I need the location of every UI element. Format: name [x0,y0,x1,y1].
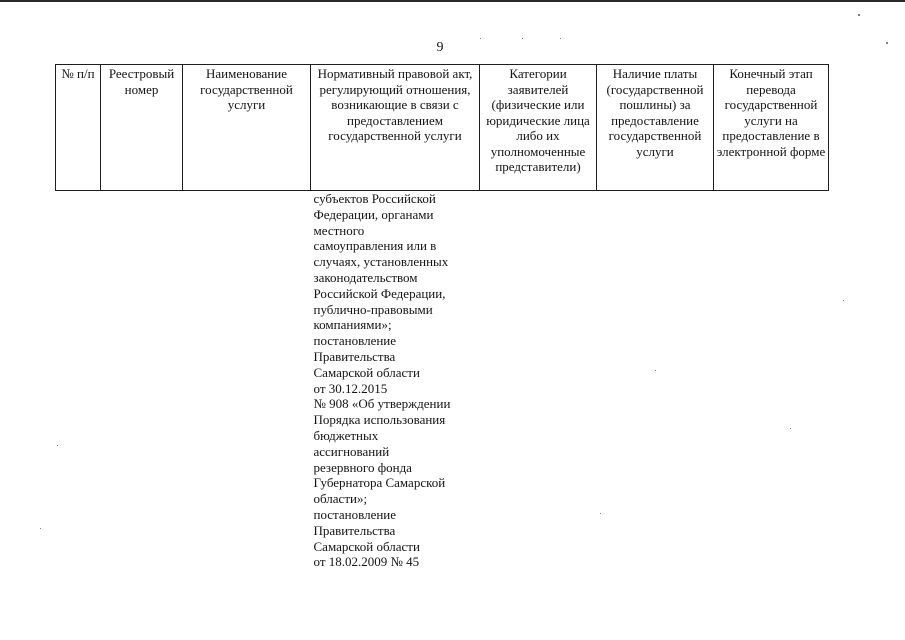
legal-act-line: Правительства [313,348,396,364]
scan-speck [522,38,523,39]
scan-speck [57,445,58,446]
legal-act-line: бюджетных [313,427,379,443]
scan-speck [480,38,481,39]
legal-act-line: области»; [313,491,368,507]
legal-act-line: Самарской области [313,364,420,380]
table-header-row [56,65,829,191]
legal-act-line: № 908 «Об утверждении [313,396,451,412]
header-cell-number: № п/п [56,65,101,191]
table-row [56,191,829,571]
legal-act-line: постановление [313,333,397,349]
legal-act-line: публично-правовыми [313,301,433,317]
legal-act-line: местного [313,222,365,238]
cell-registry-number [101,191,183,571]
header-cell-registry-number: Реестровый номер [101,65,183,191]
scan-speck [655,370,656,371]
legal-act-line: от 30.12.2015 [313,380,388,396]
scan-top-edge [0,0,905,2]
legal-act-line: компаниями»; [313,317,392,333]
scan-speck [886,42,888,44]
header-cell-service-name: Наименование государственной услуги [183,65,311,191]
cell-final-stage [714,191,829,571]
legal-act-line: ассигнований [313,443,390,459]
scan-speck [843,300,844,301]
scan-speck [600,513,601,514]
legal-act-continuation-text [314,191,480,570]
legal-act-line: Порядка использования [313,412,446,428]
legal-act-line: случаях, установленных [313,254,449,270]
cell-applicant-categories [480,191,597,571]
scan-speck [790,428,791,429]
header-cell-final-stage: Конечный этап перевода государственной услуги на предоставление в электронной форме [714,65,829,191]
services-registry-table [55,64,829,570]
scan-speck [40,528,41,529]
page-number: 9 [436,40,444,55]
legal-act-line: законодательством [313,269,418,285]
header-cell-applicant-categories: Категории заявителей (физические или юридические лица либо их уполномоченные представители) [480,65,597,191]
legal-act-line: Федерации, органами [313,206,434,222]
scan-speck [858,14,860,16]
legal-act-line: от 18.02.2009 № 45 [313,554,420,570]
legal-act-line: Губернатора Самарской [313,475,446,491]
header-cell-fee: Наличие платы (государственной пошлины) за предоставление государственной услуги [597,65,714,191]
header-cell-legal-act: Нормативный правовой акт, регулирующий отношения, возникающие в связи с предоставлением государственной услуги [311,65,480,191]
cell-number [56,191,101,571]
legal-act-line: Самарской области [313,538,420,554]
cell-service-name [183,191,311,571]
scan-speck [560,38,561,39]
legal-act-line: Правительства [313,522,396,538]
legal-act-line: самоуправления или в [313,238,437,254]
cell-legal-act-continuation [311,191,480,571]
legal-act-line: постановление [313,506,397,522]
cell-fee [597,191,714,571]
legal-act-line: Российской Федерации, [313,285,446,301]
legal-act-line: резервного фонда [313,459,412,475]
legal-act-line: субъектов Российской [313,191,436,206]
